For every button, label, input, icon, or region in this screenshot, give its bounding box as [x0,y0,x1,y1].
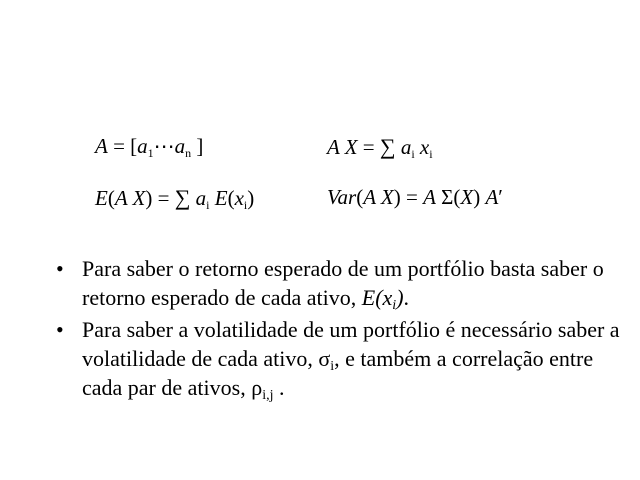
eq-operator: = [405,185,418,209]
inline-subscript: i [392,298,397,313]
bullet-text: Para saber o retorno esperado de um portfólio basta saber o retorno esperado de cada ativo, [82,256,604,310]
eq-symbol: A [423,185,436,209]
eq-bracket: [ [130,134,138,158]
equation-variance [327,187,503,208]
eq-symbol: A X [363,185,394,209]
inline-formula: E(x [361,285,393,310]
bullet-item [56,315,626,402]
eq-function: E [214,186,228,210]
inline-subscript: i,j [262,388,274,403]
sum-symbol: ∑ [379,134,396,159]
eq-operator: = [362,135,375,159]
bullet-text: . [403,285,410,310]
eq-symbol: X [460,185,474,209]
eq-subscript: n [185,146,192,160]
eq-paren: ( [227,186,235,210]
bullet-text: , e também a correlação entre cada par de ativos, [82,346,594,400]
eq-operator: = [157,186,170,210]
eq-symbol: A X [327,135,358,159]
sum-symbol: ∑ [174,185,191,210]
sigma-symbol: Σ [441,185,454,209]
eq-subscript: i [243,198,248,212]
sigma-symbol: σ [318,346,331,371]
eq-symbol: A [485,185,499,209]
eq-symbol: a [195,186,207,210]
eq-function: Var [327,185,357,209]
eq-subscript: i [411,147,415,161]
inline-subscript: i [330,359,335,374]
eq-paren: ) [393,185,401,209]
bullet-text: Para saber a volatilidade de um portfólio é necessário saber a volatilidade de cada ativo, [82,317,620,371]
eq-dots: ⋯ [153,134,175,158]
bullet-icon: • [56,317,64,342]
eq-paren: ) [247,186,255,210]
eq-symbol: a [174,134,186,158]
eq-paren: ( [356,185,364,209]
rho-symbol: ρ [251,375,263,400]
eq-symbol: A [95,134,108,158]
eq-symbol: x [419,135,430,159]
eq-operator: = [113,134,125,158]
bullet-item [56,254,626,312]
equation-expected-return [95,187,254,211]
bullet-icon: • [56,256,64,281]
eq-symbol: x [234,186,244,210]
eq-symbol: a [137,134,148,158]
eq-prime: ′ [498,185,503,209]
eq-paren: ( [453,185,461,209]
equation-ax-sum [327,136,433,160]
eq-symbol: A X [114,186,146,210]
bullet-list [56,254,626,405]
eq-paren: ) [473,185,481,209]
eq-paren: ) [145,186,153,210]
eq-symbol: a [400,135,412,159]
equation-vector-a [95,136,203,159]
bullet-text: . [273,375,285,400]
eq-bracket: ] [196,134,204,158]
eq-subscript: i [429,147,433,161]
eq-subscript: 1 [147,146,154,160]
eq-subscript: i [206,198,210,212]
eq-function: E [95,186,108,210]
inline-formula: ) [396,285,404,310]
eq-paren: ( [107,186,115,210]
